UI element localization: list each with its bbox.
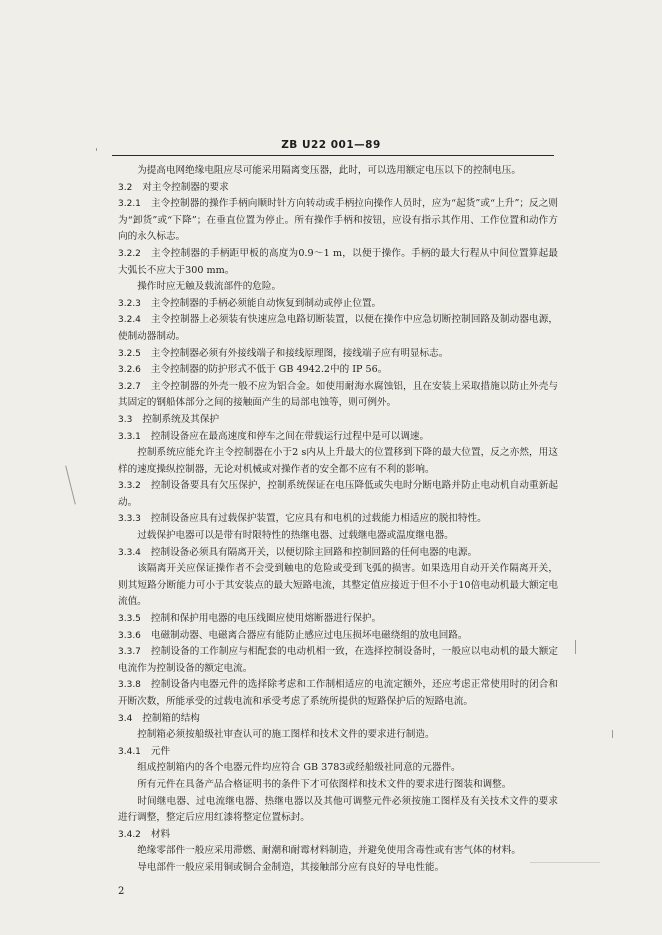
paragraph-text: 绝缘零部件一般应采用滞燃、耐潮和耐霉材料制造，并避免使用含毒性或有害气体的材料。	[137, 845, 521, 857]
clause-number: 3.3.2	[118, 481, 141, 492]
clause-paragraph	[118, 312, 558, 345]
body-paragraph	[118, 445, 558, 478]
clause-number: 3.3.5	[118, 614, 141, 625]
paragraph-text: 控制设备应在最高速度和停车之间在带载运行过程中是可以调速。	[150, 430, 430, 442]
clause-number: 3.3.7	[118, 647, 141, 658]
page-number: 2	[118, 886, 125, 897]
clause-number: 3.4.1	[118, 746, 141, 757]
paragraph-text: 控制系统应能允许主令控制器在小于2 s内从上升最大的位置移到下降的最大位置，反之亦然，用这样的速度操纵控制器，无论对机械或对操作者的安全都不应有不利的影响。	[118, 447, 558, 475]
paragraph-text: 控制箱必须按船级社审查认可的施工图样和技术文件的要求进行制造。	[137, 729, 435, 741]
clause-paragraph	[118, 744, 558, 761]
clause-paragraph	[118, 644, 558, 677]
clause-paragraph	[118, 429, 558, 446]
paragraph-text: 控制设备应具有过载保护装置，它应具有和电机的过载能力相适应的脱扣特性。	[150, 513, 487, 525]
paragraph-text: 主令控制器的操作手柄向顺时针方向转动或手柄拉向操作人员时，应为“起货”或“上升”；反之则为“卸货”或“下降”；在垂直位置为停止。所有操作手柄和按钮，应设有指示其作用、工作位置和动作方向的永久标志。	[118, 198, 558, 243]
paragraph-text: 过载保护电器可以是带有时限特性的热继电器、过载继电器或温度继电器。	[137, 530, 454, 542]
header-rule	[112, 155, 554, 156]
paragraph-text: 组成控制箱内的各个电器元件均应符合 GB 3783或经船级社同意的元器件。	[137, 762, 461, 774]
paragraph-text: 操作时应无触及载流部件的危险。	[137, 281, 282, 293]
paragraph-text: 控制和保护用电器的电压线圈应使用熔断器进行保护。	[150, 613, 382, 625]
body-paragraph	[118, 843, 558, 860]
clause-paragraph	[118, 412, 558, 429]
clause-number: 3.3.4	[118, 547, 141, 558]
clause-number: 3.4.2	[118, 829, 141, 840]
clause-paragraph	[118, 180, 558, 197]
clause-number: 3.3.1	[118, 431, 141, 442]
paragraph-text: 主令控制器的手柄距甲板的高度为0.9～1 m，以便于操作。手柄的最大行程从中间位置算起最大弧长不应大于300 mm。	[118, 247, 558, 276]
clause-paragraph	[118, 545, 558, 562]
clause-paragraph	[118, 628, 558, 645]
clause-paragraph	[118, 246, 558, 279]
clause-number: 3.3.6	[118, 630, 141, 641]
clause-number: 3.3.3	[118, 514, 141, 525]
clause-number: 3.2.1	[118, 199, 141, 210]
clause-number: 3.2.4	[118, 315, 141, 326]
clause-number: 3.2	[118, 182, 133, 193]
paragraph-text: 控制箱的结构	[142, 712, 200, 724]
body-paragraph	[118, 794, 558, 827]
paragraph-text: 控制设备内电器元件的选择除考虑和工作制相适应的电流定额外，还应考虑正常使用时的闭合和开断次数，所能承受的过载电流和承受考虑了系统所提供的短路保护后的短路电流。	[118, 679, 558, 707]
paragraph-text: 材料	[150, 828, 171, 840]
paragraph-text: 控制系统及其保护	[142, 413, 220, 425]
clause-number: 3.3.8	[118, 680, 141, 691]
standard-code-header: ZB U22 001—89	[281, 139, 381, 151]
body-paragraph	[118, 163, 558, 180]
body-paragraph	[118, 528, 558, 545]
body-paragraph	[118, 561, 558, 611]
paragraph-text: 主令控制器的外壳一般不应为铝合金。如使用耐海水腐蚀铝，且在安装上采取措施以防止外壳与其固定的钢船体部分之间的接触面产生的局部电蚀等，则可例外。	[118, 380, 558, 409]
scan-speck	[575, 640, 576, 654]
paragraph-text: 元件	[150, 745, 171, 757]
clause-number: 3.2.7	[118, 381, 141, 392]
paragraph-text: 主令控制器的防护形式不低于 GB 4942.2中的 IP 56。	[150, 364, 388, 376]
paragraph-text: 主令控制器上必须装有快速应急电路切断装置，以便在操作中应急切断控制回路及制动器电源，使制动器制动。	[118, 314, 558, 342]
scan-speck	[65, 465, 76, 504]
paragraph-text: 为提高电网绝缘电阻应尽可能采用隔离变压器，此时，可以选用额定电压以下的控制电压。	[137, 165, 521, 176]
clause-number: 3.4	[118, 713, 133, 724]
clause-number: 3.3	[118, 414, 133, 425]
paragraph-text: 控制设备必须具有隔离开关，以便切除主回路和控制回路的任何电器的电源。	[150, 546, 478, 558]
clause-paragraph	[118, 379, 558, 412]
clause-paragraph	[118, 827, 558, 844]
paragraph-text: 导电部件一般应采用铜或铜合金制造，其接触部分应有良好的导电性能。	[137, 861, 445, 873]
clause-paragraph	[118, 677, 558, 710]
clause-number: 3.2.3	[118, 298, 141, 309]
body-paragraph	[118, 860, 558, 877]
body-paragraph	[118, 777, 558, 794]
paragraph-text: 时间继电器、过电流继电器、热继电器以及其他可调整元件必须按施工图样及有关技术文件的要求进行调整，整定后应用红漆将整定位置标封。	[118, 795, 558, 824]
paragraph-text: 该隔离开关应保证操作者不会受到触电的危险或受到飞弧的损害。如果选用自动开关作隔离开关，则其短路分断能力可小于其安装点的最大短路电流，其整定值应接近于但不小于10倍电动机最大额定电流值。	[118, 563, 558, 608]
clause-paragraph	[118, 362, 558, 379]
paragraph-text: 对主令控制器的要求	[142, 181, 229, 193]
paragraph-text: 主令控制器必须有外接线端子和接线原理图，接线端子应有明显标志。	[150, 347, 449, 359]
clause-number: 3.2.5	[118, 348, 141, 359]
clause-paragraph	[118, 511, 558, 528]
body-paragraph	[118, 279, 558, 296]
body-paragraph	[118, 727, 558, 744]
paragraph-text: 控制设备的工作制应与相配套的电动机相一致，在选择控制设备时，一般应以电动机的最大额定电流作为控制设备的额定电流。	[118, 646, 558, 674]
scan-speck	[612, 730, 613, 738]
clause-paragraph	[118, 611, 558, 628]
document-body	[118, 163, 558, 877]
clause-paragraph	[118, 346, 558, 363]
body-paragraph	[118, 760, 558, 777]
clause-paragraph	[118, 296, 558, 313]
paragraph-text: 主令控制器的手柄必须能自动恢复到制动或停止位置。	[150, 297, 382, 309]
paragraph-text: 所有元件在具备产品合格证明书的条件下才可依图样和技术文件的要求进行图装和调整。	[137, 778, 512, 790]
clause-paragraph	[118, 478, 558, 511]
clause-number: 3.2.2	[118, 248, 141, 259]
paragraph-text: 电磁制动器、电磁离合器应有能防止感应过电压损坏电磁绕组的放电回路。	[150, 629, 468, 641]
paragraph-text: 控制设备要具有欠压保护，控制系统保证在电压降低或失电时分断电路并防止电动机自动重新起动。	[118, 480, 558, 508]
clause-paragraph	[118, 196, 558, 246]
clause-number: 3.2.6	[118, 365, 141, 376]
clause-paragraph	[118, 711, 558, 728]
